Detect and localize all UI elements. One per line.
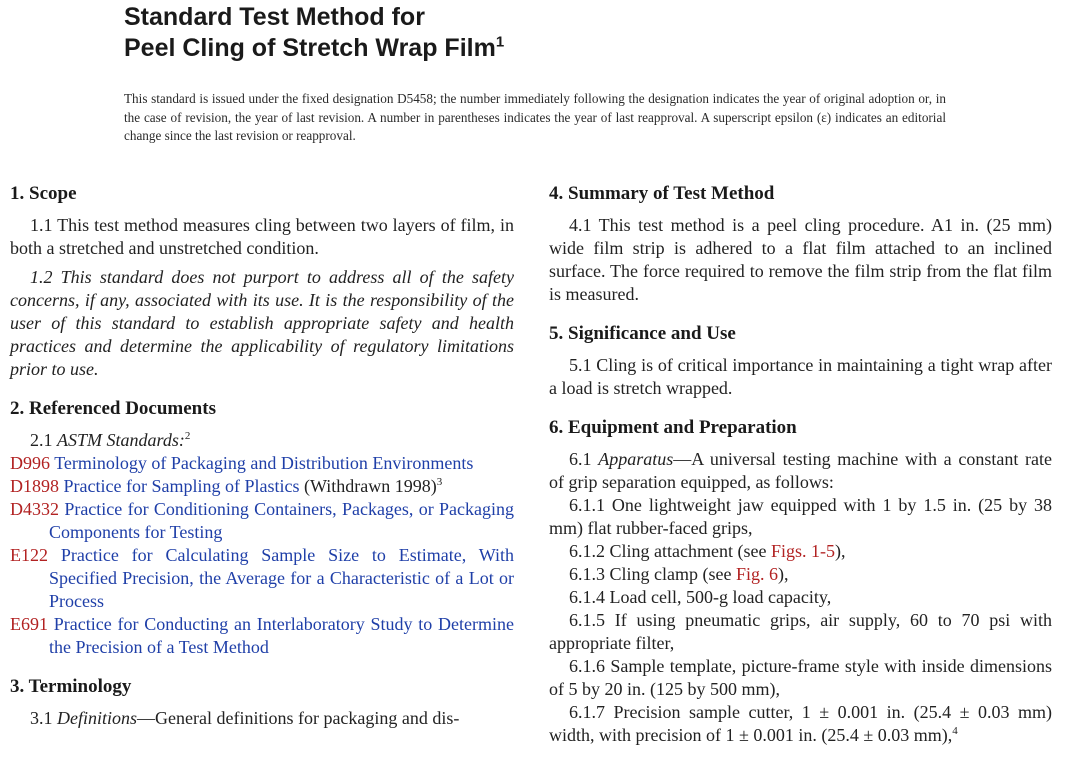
reference-title[interactable]: Practice for Calculating Sample Size to Estimate, With Specified Precision, the Average for a Characteristic of a Lot or Process [49,545,515,611]
left-column [10,180,514,730]
scope-paragraph-2: 1.2 This standard does not purport to address all of the safety concerns, if any, associated with its use. It is the responsibility of the user of this standard to establish appropriate safety and health practices and determine the applicability of regulatory limitations prior to use. [10,267,514,379]
section-scope-heading: 1. Scope [10,183,77,204]
reference-suffix: (Withdrawn 1998) [303,476,437,496]
apparatus-item-4: 6.1.4 Load cell, 500-g load capacity, [569,587,832,607]
reference-title[interactable]: Terminology of Packaging and Distribution Environments [54,453,474,473]
apparatus-item-3: 6.1.3 Cling clamp (see Fig. 6), [569,564,789,584]
reference-title[interactable]: Practice for Conducting an Interlaboratory Study to Determine the Precision of a Test Method [49,614,514,657]
significance-paragraph-1: 5.1 Cling is of critical importance in maintaining a tight wrap after a load is stretch wrapped. [549,355,1052,398]
reference-title[interactable]: Practice for Conditioning Containers, Packages, or Packaging Components for Testing [49,499,515,542]
reference-code[interactable]: D996 [10,453,50,473]
section-summary-heading: 4. Summary of Test Method [549,183,775,204]
title-line-1: Standard Test Method for [124,3,425,31]
apparatus-item-5: 6.1.5 If using pneumatic grips, air supply, 60 to 70 psi with appropriate filter, [549,610,1052,653]
reference-item[interactable] [10,613,514,659]
summary-paragraph-1: 4.1 This test method is a peel cling procedure. A1 in. (25 mm) wide film strip is adhered to a flat film attached to an inclined surface. The force required to remove the film strip from the flat film is measured. [549,215,1052,304]
astm-standards-intro: 2.1 ASTM Standards:$^2$ [30,430,191,450]
reference-title[interactable]: Practice for Sampling of Plastics [63,476,300,496]
scope-paragraph-1: 1.1 This test method measures cling between two layers of film, in both a stretched and unstretched condition. [10,215,514,258]
apparatus-item-7: 6.1.7 Precision sample cutter, 1 ± 0.001 in. (25.4 ± 0.03 mm) width, with precision of 1 ± 0.001 in. (25.4 ± 0.03 mm),$^4$ [549,702,1052,745]
right-column [549,180,1052,747]
section-terminology-heading: 3. Terminology [10,676,132,697]
reference-code[interactable]: E691 [10,614,48,634]
title-footnote: 1 [495,33,505,51]
reference-item[interactable] [10,452,514,475]
reference-item[interactable] [10,498,514,544]
terminology-paragraph-1: 3.1 Definitions—General definitions for packaging and dis- [30,708,460,728]
apparatus-paragraph: 6.1 Apparatus—A universal testing machine with a constant rate of grip separation equipped, as follows: [549,449,1053,492]
reference-code[interactable]: D1898 [10,476,59,496]
reference-code[interactable]: E122 [10,545,48,565]
section-referenced-heading: 2. Referenced Documents [10,398,216,419]
document-title [124,2,504,64]
apparatus-item-6: 6.1.6 Sample template, picture-frame style with inside dimensions of 5 by 20 in. (125 by 500 mm), [549,656,1052,699]
apparatus-item-2: 6.1.2 Cling attachment (see Figs. 1-5), [569,541,846,561]
reference-code[interactable]: D4332 [10,499,59,519]
reference-item[interactable]: D1898 Practice for Sampling of Plastics (Withdrawn 1998)$^3$ [10,476,443,496]
apparatus-item-1: 6.1.1 One lightweight jaw equipped with 1 by 1.5 in. (25 by 38 mm) flat rubber-faced grips, [549,495,1052,538]
figure-link[interactable]: Fig. 6 [735,564,778,584]
title-line-2: Peel Cling of Stretch Wrap Film$^1$ [124,33,505,62]
figure-link[interactable]: Figs. 1-5 [770,541,835,561]
issuance-notice: This standard is issued under the fixed designation D5458; the number immediately following the designation indicates the year of original adoption or, in the case of revision, the year of last revision. A number in parentheses indicates the year of last reapproval. A superscript epsilon (ε) indicates an editorial change since the last revision or reapproval. [124,91,946,143]
section-equipment-heading: 6. Equipment and Preparation [549,417,797,438]
section-significance-heading: 5. Significance and Use [549,323,736,344]
reference-item[interactable] [10,544,514,613]
